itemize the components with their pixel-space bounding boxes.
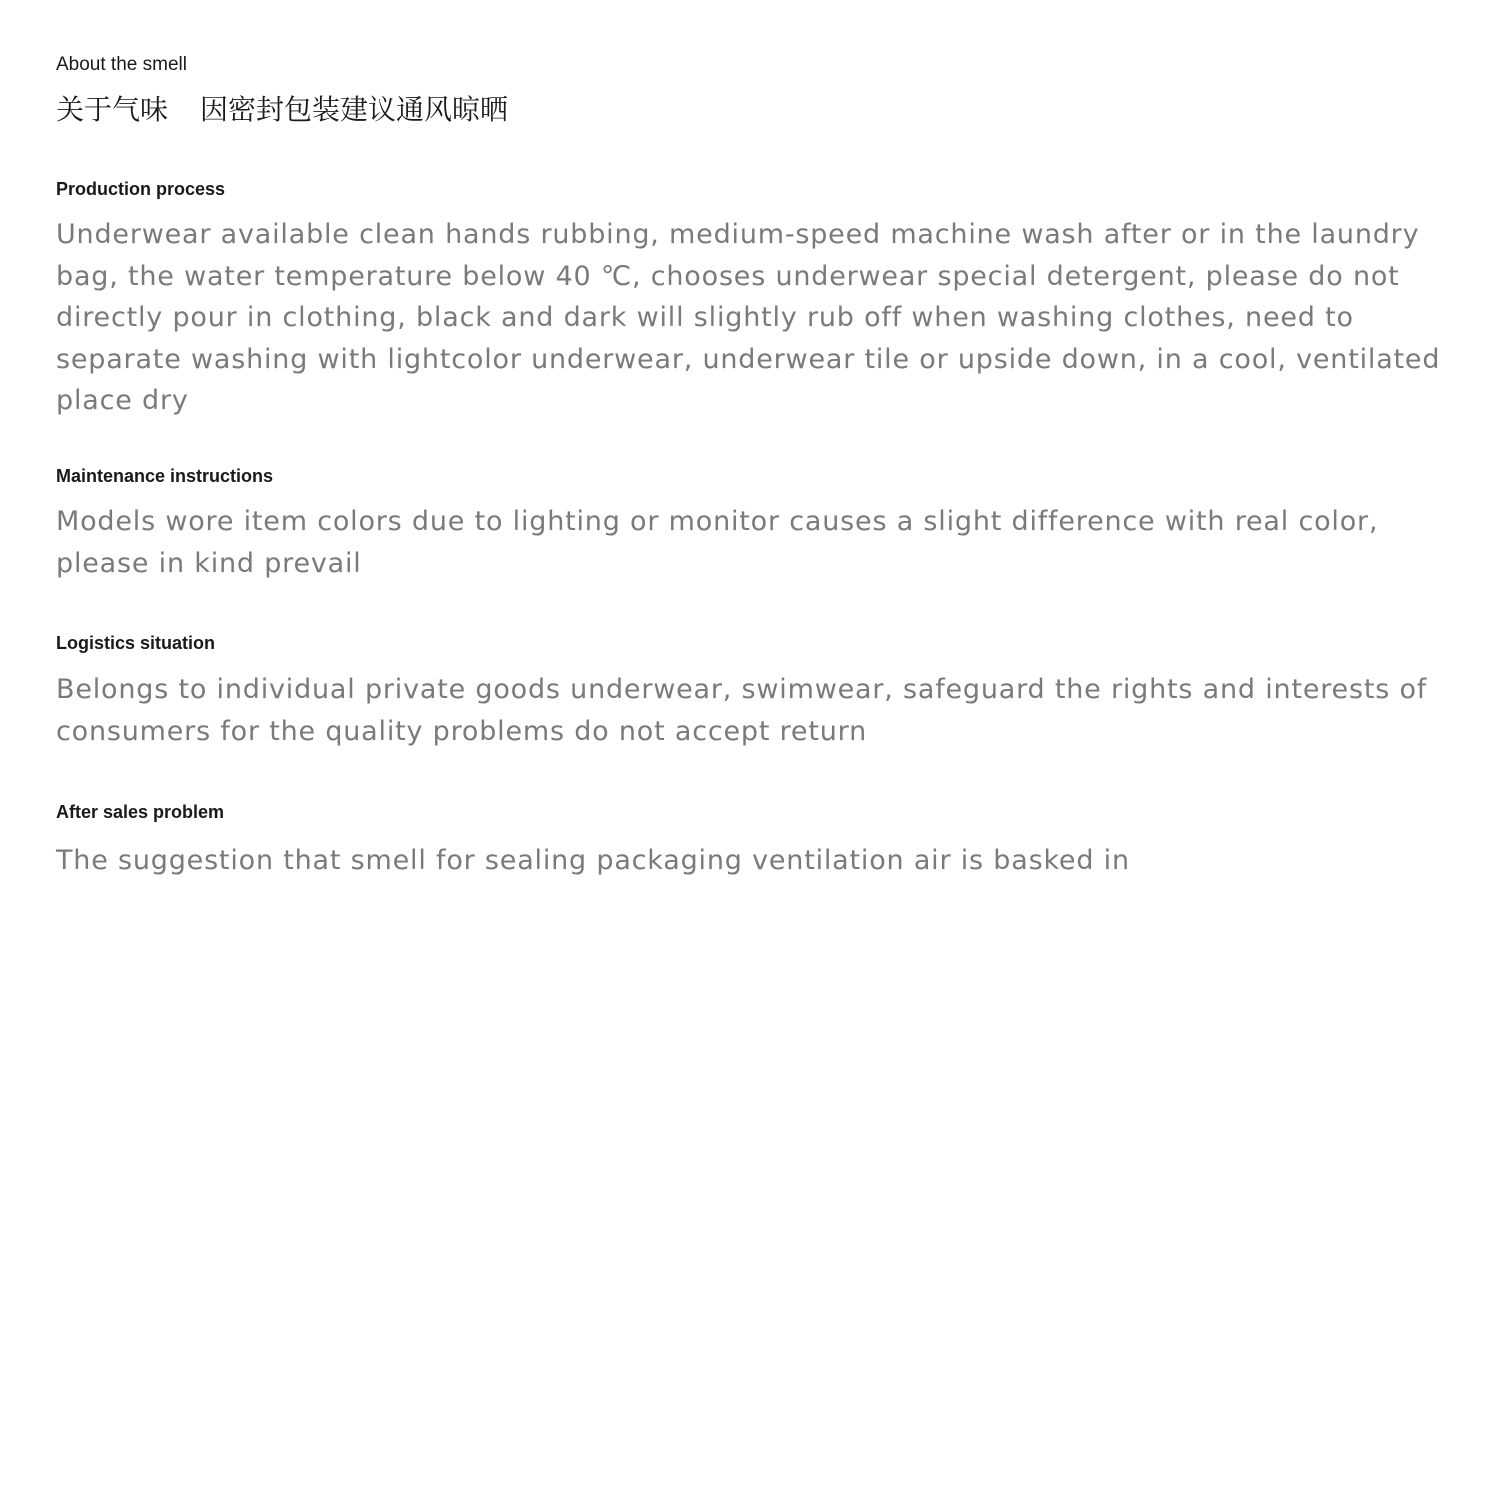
after-sales-label: After sales problem [56, 802, 225, 822]
smell-cn-title: 关于气味 [56, 93, 169, 126]
after-sales-text: The suggestion that smell for sealing packaging ventilation air is basked in [56, 845, 1130, 876]
smell-cn-text: 因密封包装建议通风晾晒 [200, 93, 509, 126]
production-label: Production process [56, 179, 226, 199]
maintenance-label: Maintenance instructions [56, 466, 274, 486]
logistics-text: Belongs to individual private goods underwear, swimwear, safeguard the rights and interests of consumers for the quality problems do not accept return [56, 674, 1428, 747]
smell-cn-line [56, 88, 508, 128]
smell-label: About the smell [56, 54, 187, 75]
logistics-label: Logistics situation [56, 633, 216, 653]
cropped-text-line [56, 0, 1456, 6]
production-text: Underwear available clean hands rubbing, medium-speed machine wash after or in the laundry bag, the water temperature below 40 ℃, chooses underwear special detergent, please do not directly pour in clothing, black and dark will slightly rub off when washing clothes, need to separate washing with lightcolor underwear, underwear tile or upside down, in a cool, ventilated place dry [56, 219, 1441, 416]
maintenance-text: Models wore item colors due to lighting or monitor causes a slight difference with real color, please in kind prevail [56, 506, 1379, 579]
